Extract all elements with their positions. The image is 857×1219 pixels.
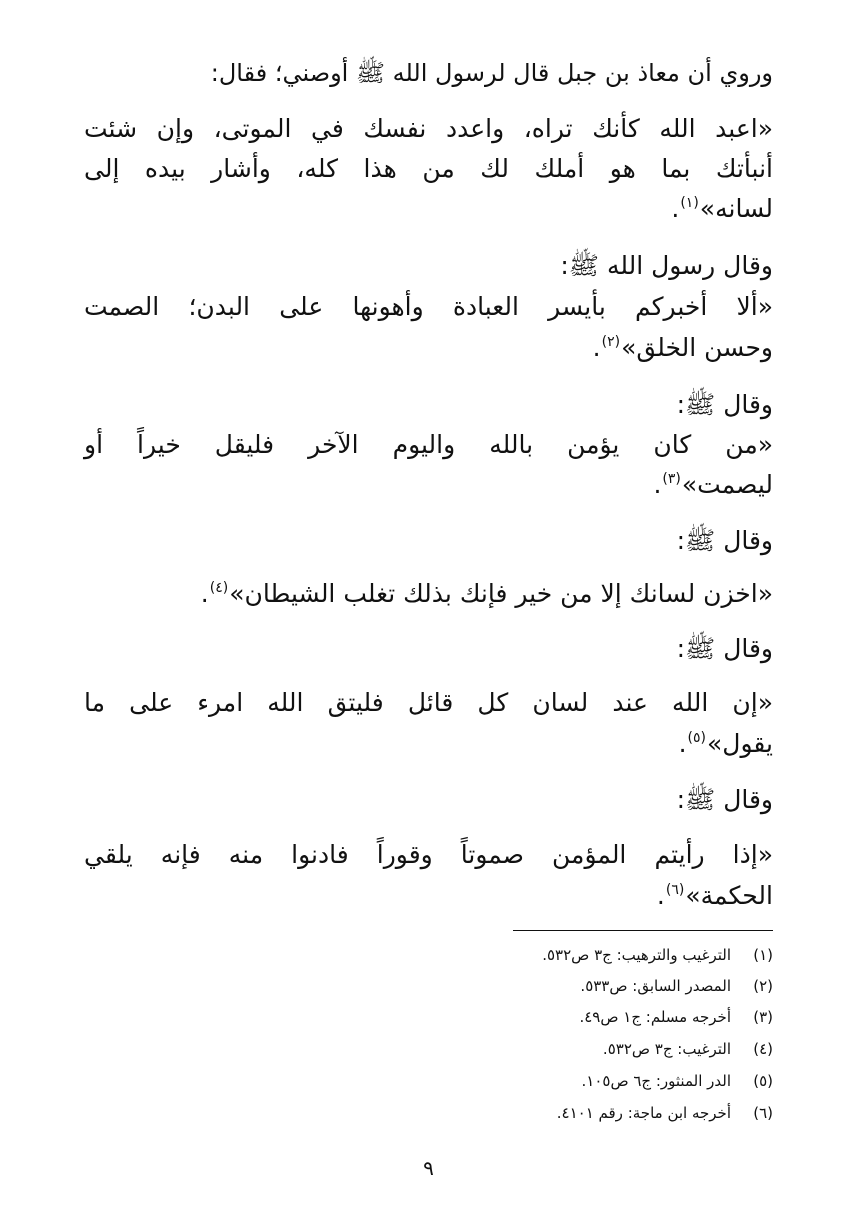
footnote-number: (٢) — [753, 977, 773, 995]
footnote-marker: (٦) — [665, 882, 685, 898]
footnote-5 — [581, 1070, 773, 1092]
hadith-3-line-1: «من كان يؤمن بالله واليوم الآخر فليقل خيراً أو — [84, 430, 773, 459]
footnote-2 — [580, 975, 773, 997]
hadith-1-line-1: «اعبد الله كأنك تراه، واعدد نفسك في الموتى، وإن شئت — [84, 114, 773, 143]
hadith-6-line-1: «إذا رأيتم المؤمن صموتاً وقوراً فادنوا منه فإنه يلقي — [84, 840, 773, 869]
attribution-line: وقال ﷺ: — [676, 526, 773, 555]
footnote-marker: (٤) — [209, 580, 229, 596]
footnote-number: (١) — [753, 946, 773, 964]
hadith-2-line-2: وحسن الخلق»$^{(٢)}$. — [592, 333, 773, 362]
footnote-text: الترغيب والترهيب: ج٣ ص٥٣٢. — [542, 946, 731, 964]
page-number: ٩ — [423, 1156, 434, 1180]
hadith-2-line-1: «ألا أخبركم بأيسر العبادة وأهونها على البدن؛ الصمت — [84, 292, 773, 321]
hadith-text: الحكمة» — [685, 881, 773, 910]
footnote-number: (٥) — [753, 1072, 773, 1090]
footnote-text: المصدر السابق: ص٥٣٣. — [580, 977, 731, 995]
hadith-text: وحسن الخلق» — [621, 333, 773, 362]
footnote-marker: (٥) — [687, 730, 707, 746]
footnote-3 — [579, 1006, 773, 1028]
footnote-separator — [513, 930, 773, 931]
footnote-text: أخرجه مسلم: ج١ ص٤٩. — [579, 1008, 731, 1026]
footnote-4 — [603, 1038, 773, 1060]
intro-line: وروي أن معاذ بن جبل قال لرسول الله ﷺ أوصني؛ فقال: — [210, 59, 773, 87]
footnote-1 — [542, 944, 773, 966]
hadith-1-line-3: لسانه»$^{(١)}$. — [671, 194, 773, 223]
hadith-4-line-1: «اخزن لسانك إلا من خير فإنك بذلك تغلب الشيطان»$^{(٤)}$. — [200, 579, 773, 608]
footnote-text: الترغيب: ج٣ ص٥٣٢. — [602, 1040, 731, 1058]
attribution-line: وقال ﷺ: — [676, 785, 773, 814]
hadith-3-line-2: ليصمت»$^{(٣)}$. — [653, 470, 773, 499]
hadith-text: يقول» — [707, 729, 773, 758]
footnote-text: الدر المنثور: ج٦ ص١٠٥. — [581, 1072, 731, 1090]
attribution-line: وقال ﷺ: — [676, 634, 773, 663]
footnote-number: (٦) — [753, 1104, 773, 1122]
attribution-line: وقال ﷺ: — [676, 390, 773, 419]
footnote-marker: (٢) — [601, 334, 621, 350]
hadith-5-line-2: يقول»$^{(٥)}$. — [678, 729, 773, 758]
hadith-text: ليصمت» — [681, 470, 773, 499]
hadith-text: لسانه» — [699, 194, 773, 223]
footnote-number: (٤) — [753, 1040, 773, 1058]
hadith-text: «اخزن لسانك إلا من خير فإنك بذلك تغلب الشيطان» — [229, 579, 773, 608]
footnote-6 — [557, 1102, 773, 1124]
footnote-number: (٣) — [753, 1008, 773, 1026]
footnote-text: أخرجه ابن ماجة: رقم ٤١٠١. — [556, 1104, 731, 1122]
attribution-line: وقال رسول الله ﷺ: — [560, 251, 773, 280]
hadith-5-line-1: «إن الله عند لسان كل قائل فليتق الله امرء على ما — [84, 688, 773, 717]
footnote-marker: (١) — [680, 195, 699, 211]
footnote-marker: (٣) — [662, 471, 681, 487]
hadith-1-line-2: أنبأتك بما هو أملك لك من هذا كله، وأشار بيده إلى — [84, 154, 773, 183]
hadith-6-line-2: الحكمة»$^{(٦)}$. — [656, 881, 773, 910]
